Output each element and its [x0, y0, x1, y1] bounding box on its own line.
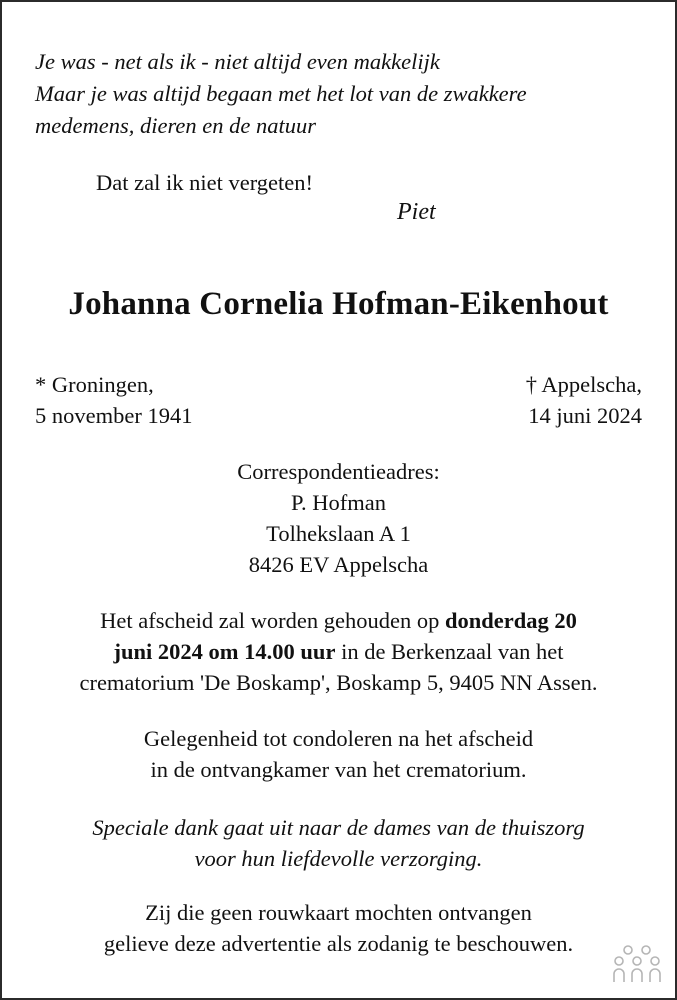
farewell-line-3: crematorium 'De Boskamp', Boskamp 5, 9405 NN Assen.	[79, 670, 598, 695]
farewell-intro: Het afscheid zal worden gehouden op	[100, 608, 445, 633]
farewell-line-1	[2, 605, 675, 636]
poem-line: Je was - net als ik - niet altijd even makkelijk	[35, 49, 440, 74]
thanks-line: Speciale dank gaat uit naar de dames van de thuiszorg	[92, 815, 585, 840]
deceased-name: Johanna Cornelia Hofman-Eikenhout	[68, 286, 609, 322]
farewell-line-2	[2, 636, 675, 667]
death-date: 14 juni 2024	[528, 403, 642, 428]
address-street: Tolhekslaan A 1	[266, 521, 411, 546]
card-notice	[2, 897, 675, 959]
farewell-venue: in de Berkenzaal van het	[335, 639, 564, 664]
people-group-icon	[613, 944, 661, 984]
thanks-message	[2, 812, 675, 874]
farewell-date-time: juni 2024 om 14.00 uur	[113, 639, 336, 664]
remember-line: Dat zal ik niet vergeten!	[96, 170, 313, 195]
poem	[35, 46, 527, 142]
death-info	[526, 369, 642, 431]
birth-info	[35, 369, 192, 431]
notice-line: Zij die geen rouwkaart mochten ontvangen	[145, 900, 532, 925]
correspondence-address	[2, 456, 675, 580]
birth-place: * Groningen,	[35, 372, 154, 397]
notice-line: gelieve deze advertentie als zodanig te beschouwen.	[103, 931, 574, 956]
condolence-line: Gelegenheid tot condoleren na het afscheid	[143, 726, 534, 751]
farewell-details	[2, 605, 675, 698]
condolence-info	[2, 723, 675, 785]
address-heading: Correspondentieadres:	[237, 459, 440, 484]
address-city: 8426 EV Appelscha	[248, 552, 429, 577]
condolence-line: in de ontvangkamer van het crematorium.	[150, 757, 527, 782]
poem-line: Maar je was altijd begaan met het lot van de zwakkere	[35, 81, 527, 106]
address-name: P. Hofman	[291, 490, 386, 515]
thanks-line: voor hun liefdevolle verzorging.	[194, 846, 483, 871]
birth-date: 5 november 1941	[35, 403, 193, 428]
farewell-day: donderdag 20	[444, 608, 577, 633]
death-place: † Appelscha,	[525, 372, 642, 397]
poem-line: medemens, dieren en de natuur	[35, 113, 316, 138]
signer-name: Piet	[397, 199, 436, 225]
